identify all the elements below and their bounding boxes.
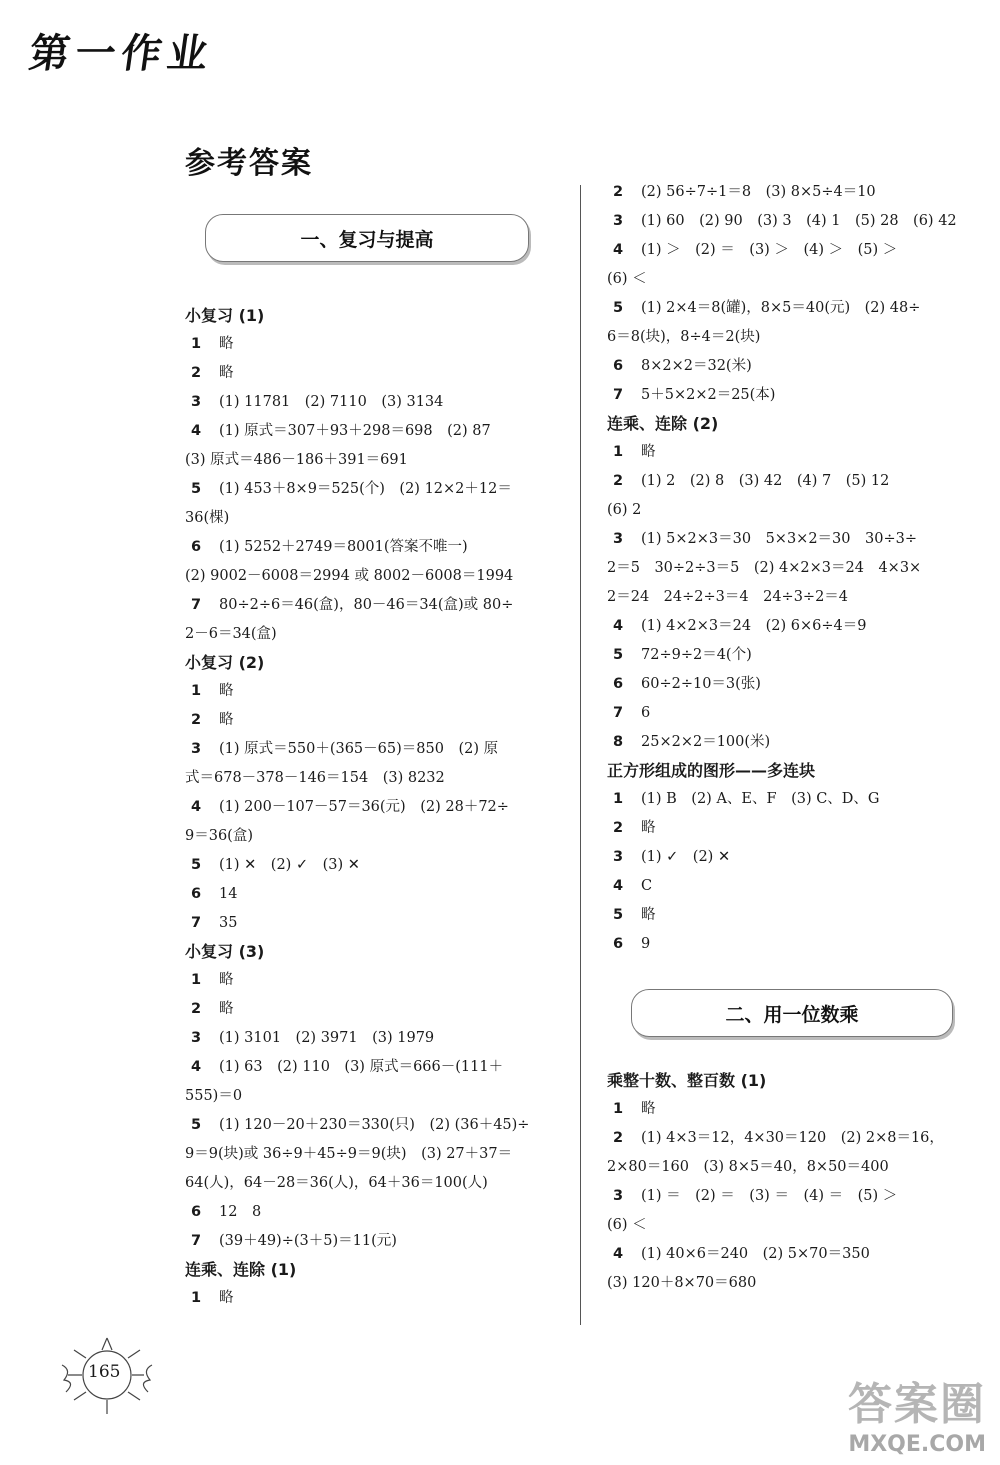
subsection-title: 小复习 (2) (185, 653, 265, 672)
answer-line (607, 381, 982, 410)
answer-text: (1) 11781 (2) 7110 (3) 3134 (219, 394, 444, 410)
answer-line (607, 814, 982, 843)
answer-line (607, 352, 982, 381)
answer-line (185, 1053, 555, 1082)
answer-line (607, 294, 982, 323)
answer-text: 略 (219, 336, 234, 352)
answer-continuation (185, 764, 555, 793)
answer-line (607, 1095, 982, 1124)
right-column (607, 178, 982, 1298)
question-number: 2 (613, 473, 624, 489)
subsection-title: 小复习 (1) (185, 306, 265, 325)
answer-text: 略 (219, 365, 234, 381)
question-number: 2 (613, 820, 624, 836)
answer-line (185, 1111, 555, 1140)
answer-continuation (185, 562, 555, 591)
answer-text: (1) 4×2×3＝24 (2) 6×6÷4＝9 (641, 618, 867, 634)
question-number: 3 (613, 531, 624, 547)
answer-text: (1) 40×6＝240 (2) 5×70＝350 (641, 1246, 870, 1262)
question-number: 3 (613, 1188, 624, 1204)
question-number: 6 (191, 1204, 202, 1220)
answer-line (185, 359, 555, 388)
answer-text: (1) 原式＝307＋93＋298＝698 (2) 87 (219, 423, 491, 439)
question-number: 6 (613, 676, 624, 692)
question-number: 7 (191, 915, 202, 931)
answer-line (185, 1227, 555, 1256)
answer-line (607, 1124, 982, 1153)
question-number: 6 (191, 539, 202, 555)
answer-continuation (607, 1211, 982, 1240)
question-number: 4 (191, 1059, 202, 1075)
answer-text: (6) ＜ (607, 1217, 647, 1233)
question-number: 7 (191, 597, 202, 613)
answer-continuation (607, 265, 982, 294)
answer-text: 36(棵) (185, 510, 230, 526)
answer-line (185, 851, 555, 880)
answer-line (185, 475, 555, 504)
answer-continuation (185, 620, 555, 649)
answer-text: 6＝8(块)，8÷4＝2(块) (607, 329, 761, 345)
left-column (185, 214, 555, 1313)
question-number: 7 (613, 705, 624, 721)
answer-continuation (185, 822, 555, 851)
subsection-title: 连乘、连除 (1) (185, 1260, 297, 1279)
question-number: 2 (191, 365, 202, 381)
question-number: 6 (191, 886, 202, 902)
question-number: 3 (191, 1030, 202, 1046)
answer-text: 式＝678－378－146＝154 (3) 8232 (185, 770, 445, 786)
answer-line (185, 735, 555, 764)
answer-text: 略 (641, 1101, 656, 1117)
question-number: 4 (613, 878, 624, 894)
answer-line (607, 467, 982, 496)
answer-text: (1) 120－20＋230＝330(只) (2) (36＋45)÷ (219, 1117, 530, 1133)
question-number: 7 (191, 1233, 202, 1249)
question-number: 5 (191, 857, 202, 873)
question-number: 4 (613, 1246, 624, 1262)
page-title: 参考答案 (185, 146, 313, 181)
answer-text: (2) 56÷7÷1＝8 (3) 8×5÷4＝10 (641, 184, 876, 200)
question-number: 1 (191, 972, 202, 988)
question-number: 5 (613, 647, 624, 663)
question-number: 5 (613, 907, 624, 923)
answer-continuation (185, 446, 555, 475)
answer-text: (3) 120＋8×70＝680 (607, 1275, 757, 1291)
answer-line (607, 901, 982, 930)
question-number: 2 (613, 1130, 624, 1146)
answer-text: 略 (641, 820, 656, 836)
watermark-url: MXQE.COM (848, 1432, 986, 1457)
answer-line (185, 909, 555, 938)
answer-line (607, 207, 982, 236)
answer-line (607, 930, 982, 959)
question-number: 2 (191, 712, 202, 728)
question-number: 6 (613, 358, 624, 374)
answer-text: (1) ＞ (2) ＝ (3) ＞ (4) ＞ (5) ＞ (641, 242, 898, 258)
answer-line (185, 591, 555, 620)
answer-text: (6) ＜ (607, 271, 647, 287)
answer-text: (1) 2 (2) 8 (3) 42 (4) 7 (5) 12 (641, 473, 890, 489)
answer-line (185, 677, 555, 706)
answer-line (185, 706, 555, 735)
answer-text: (1) 3101 (2) 3971 (3) 1979 (219, 1030, 435, 1046)
subsection-title: 小复习 (3) (185, 942, 265, 961)
answer-continuation (607, 554, 982, 583)
answer-text: (1) ✕ (2) ✓ (3) ✕ (219, 857, 360, 873)
answer-continuation (607, 583, 982, 612)
question-number: 1 (613, 1101, 624, 1117)
brand-logo: 第一作业 (26, 30, 217, 77)
question-number: 1 (613, 444, 624, 460)
answer-text: 5＋5×2×2＝25(本) (641, 387, 776, 403)
answer-text: 35 (219, 915, 238, 931)
question-number: 4 (191, 423, 202, 439)
subsection-title: 乘整十数、整百数 (1) (607, 1071, 767, 1090)
question-number: 4 (613, 618, 624, 634)
answer-text: C (641, 878, 653, 894)
answer-text: 9＝36(盒) (185, 828, 253, 844)
page-number: 165 (88, 1362, 121, 1382)
answer-text: (1) 200－107－57＝36(元) (2) 28＋72÷ (219, 799, 509, 815)
question-number: 4 (613, 242, 624, 258)
answer-list-left (185, 302, 555, 1313)
answer-line (185, 533, 555, 562)
section-header-multiply: 二、用一位数乘 (631, 989, 953, 1037)
answer-text: 略 (219, 1001, 234, 1017)
question-number: 3 (191, 741, 202, 757)
answer-line (607, 438, 982, 467)
answer-line (607, 525, 982, 554)
answer-continuation (185, 504, 555, 533)
question-number: 1 (191, 1290, 202, 1306)
question-number: 3 (613, 213, 624, 229)
answer-text: 2＝24 24÷2÷3＝4 24÷3÷2＝4 (607, 589, 849, 605)
answer-line (607, 670, 982, 699)
answer-line (185, 880, 555, 909)
answer-text: 略 (219, 1290, 234, 1306)
answer-text: 80÷2÷6＝46(盒)，80－46＝34(盒)或 80÷ (219, 597, 514, 613)
answer-line (185, 1198, 555, 1227)
answer-text: (1) 2×4＝8(罐)，8×5＝40(元) (2) 48÷ (641, 300, 921, 316)
answer-text: 略 (219, 683, 234, 699)
answer-line (185, 330, 555, 359)
answer-line (607, 178, 982, 207)
answer-text: (1) ✓ (2) ✕ (641, 849, 731, 865)
answer-continuation (607, 1153, 982, 1182)
answer-line (185, 793, 555, 822)
answer-text: 9＝9(块)或 36÷9＋45÷9＝9(块) (3) 27＋37＝ (185, 1146, 513, 1162)
column-divider (580, 185, 581, 1325)
answer-text: 60÷2÷10＝3(张) (641, 676, 761, 692)
question-number: 2 (613, 184, 624, 200)
answer-continuation (607, 1269, 982, 1298)
answer-text: (1) ＝ (2) ＝ (3) ＝ (4) ＝ (5) ＞ (641, 1188, 898, 1204)
answer-text: (1) 原式＝550＋(365－65)＝850 (2) 原 (219, 741, 499, 757)
answer-text: (1) 5×2×3＝30 5×3×2＝30 30÷3÷ (641, 531, 917, 547)
answer-text: (3) 原式＝486－186＋391＝691 (185, 452, 408, 468)
question-number: 6 (613, 936, 624, 952)
answer-line (607, 641, 982, 670)
question-number: 7 (613, 387, 624, 403)
answer-text: 8×2×2＝32(米) (641, 358, 752, 374)
answer-text: 2＝5 30÷2÷3＝5 (2) 4×2×3＝24 4×3× (607, 560, 922, 576)
question-number: 5 (613, 300, 624, 316)
answer-text: (6) 2 (607, 502, 642, 518)
subsection-title: 正方形组成的图形——多连块 (607, 761, 816, 780)
section-header-review: 一、复习与提高 (205, 214, 529, 262)
answer-text: 2－6＝34(盒) (185, 626, 277, 642)
question-number: 5 (191, 481, 202, 497)
answer-text: 72÷9÷2＝4(个) (641, 647, 752, 663)
answer-text: (1) B (2) A、E、F (3) C、D、G (641, 791, 880, 807)
question-number: 1 (191, 683, 202, 699)
question-number: 3 (191, 394, 202, 410)
question-number: 8 (613, 734, 624, 750)
answer-line (185, 995, 555, 1024)
answer-line (185, 1024, 555, 1053)
subsection-title: 连乘、连除 (2) (607, 414, 719, 433)
answer-line (607, 236, 982, 265)
answer-continuation (185, 1082, 555, 1111)
watermark (848, 1368, 986, 1457)
answer-text: 12 8 (219, 1204, 262, 1220)
answer-continuation (607, 496, 982, 525)
question-number: 5 (191, 1117, 202, 1133)
answer-text: (1) 5252＋2749＝8001(答案不唯一) (219, 539, 468, 555)
question-number: 3 (613, 849, 624, 865)
answer-text: 555)＝0 (185, 1088, 243, 1104)
question-number: 1 (613, 791, 624, 807)
answer-continuation (185, 1169, 555, 1198)
answer-line (607, 1182, 982, 1211)
answer-text: (2) 9002－6008＝2994 或 8002－6008＝1994 (185, 568, 514, 584)
answer-text: 9 (641, 936, 651, 952)
answer-text: 略 (641, 907, 656, 923)
answer-text: 25×2×2＝100(米) (641, 734, 771, 750)
answer-line (607, 785, 982, 814)
answer-text: 64(人)，64－28＝36(人)，64＋36＝100(人) (185, 1175, 488, 1191)
answer-text: (1) 453＋8×9＝525(个) (2) 12×2＋12＝ (219, 481, 512, 497)
answer-line (607, 612, 982, 641)
answer-line (607, 843, 982, 872)
answer-text: (1) 60 (2) 90 (3) 3 (4) 1 (5) 28 (6) 42 (641, 213, 957, 229)
question-number: 2 (191, 1001, 202, 1017)
answer-line (185, 417, 555, 446)
answer-text: 6 (641, 705, 651, 721)
answer-line (607, 699, 982, 728)
answer-list-right-bottom (607, 1067, 982, 1298)
question-number: 4 (191, 799, 202, 815)
answer-text: 略 (219, 972, 234, 988)
answer-continuation (185, 1140, 555, 1169)
answer-text: 14 (219, 886, 238, 902)
answer-list-right-top (607, 178, 982, 959)
question-number: 1 (191, 336, 202, 352)
answer-line (185, 1284, 555, 1313)
answer-line (607, 872, 982, 901)
answer-text: (1) 4×3＝12，4×30＝120 (2) 2×8＝16， (641, 1130, 944, 1146)
answer-text: 略 (219, 712, 234, 728)
answer-line (607, 728, 982, 757)
watermark-logo: 答案圈 (848, 1379, 986, 1430)
answer-line (607, 1240, 982, 1269)
answer-text: (39＋49)÷(3＋5)＝11(元) (219, 1233, 397, 1249)
answer-continuation (607, 323, 982, 352)
answer-text: (1) 63 (2) 110 (3) 原式＝666－(111＋ (219, 1059, 504, 1075)
answer-text: 略 (641, 444, 656, 460)
answer-line (185, 966, 555, 995)
answer-line (185, 388, 555, 417)
answer-text: 2×80＝160 (3) 8×5＝40，8×50＝400 (607, 1159, 889, 1175)
